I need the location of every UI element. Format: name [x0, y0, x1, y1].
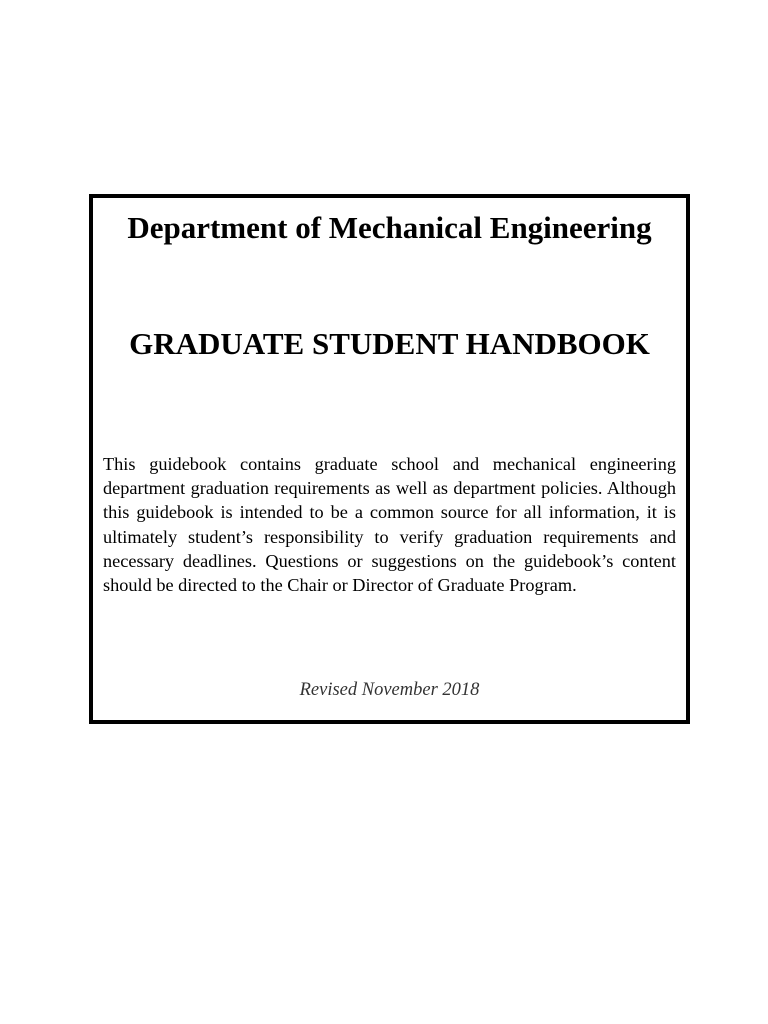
- handbook-title: GRADUATE STUDENT HANDBOOK: [129, 326, 650, 361]
- cover-box: [89, 194, 690, 724]
- description-paragraph: This guidebook contains graduate school and mechanical engineering department graduation requirements as well as department policies. Although this guidebook is intended to be a common source for all information, it is ultimately student’s responsibility to verify graduation requirements and necessary deadlines. Questions or suggestions on the guidebook’s content should be directed to the Chair or Director of Graduate Program.: [103, 454, 676, 596]
- department-title: Department of Mechanical Engineering: [127, 210, 652, 245]
- revision-date: Revised November 2018: [299, 680, 480, 700]
